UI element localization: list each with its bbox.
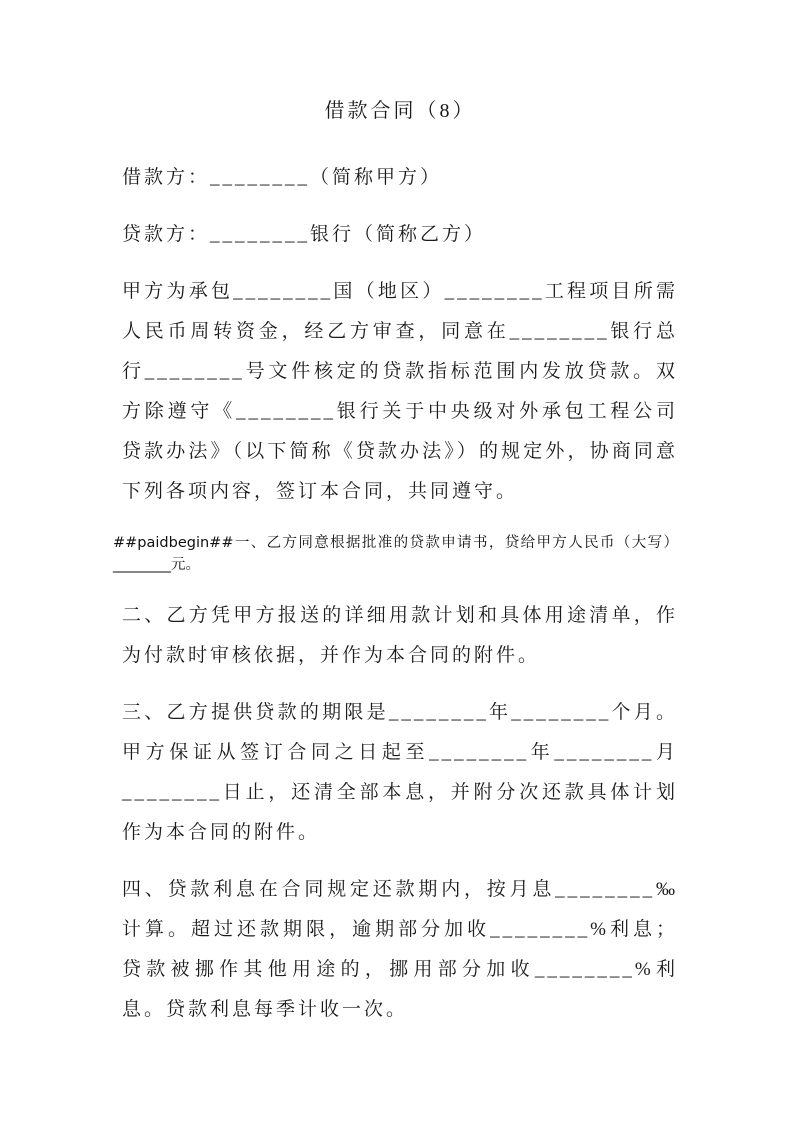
paragraph-clause-1-paid-marker: ##paidbegin##一、乙方同意根据批准的贷款申请书，贷给甲方人民币（大写）________元。 (113, 535, 678, 573)
contract-title: 借款合同（8） (324, 100, 476, 122)
paragraph-clause-2: 二、乙方凭甲方报送的详细用款计划和具体用途清单，作为付款时审核依据，并作为本合同的附件。 (122, 605, 678, 666)
paragraph-preamble: 甲方为承包________国（地区）________工程项目所需人民币周转资金，经乙方审查，同意在________银行总行________号文件核定的贷款指标范围内发放贷款。双方除遵守《________银行关于中央级对外承包工程公司贷款办法》（以下简称《贷款办法》）的规定外，协商同意下列各项内容，签订本合同，共同遵守。 (122, 281, 678, 502)
paragraph-lender: 贷款方：________银行（简称乙方） (122, 224, 487, 245)
paragraph-borrower: 借款方：________（简称甲方） (122, 167, 443, 188)
paragraph-clause-3: 三、乙方提供贷款的期限是________年________个月。甲方保证从签订合同之日起至________年________月________日止，还清全部本息，并附分次还款具体计划作为本合同的附件。 (122, 702, 678, 843)
paragraph-clause-4: 四、贷款利息在合同规定还款期内，按月息________‰计算。超过还款期限，逾期部分加收________%利息；贷款被挪作其他用途的，挪用部分加收________%利息。贷款利息每季计收一次。 (122, 879, 678, 1020)
